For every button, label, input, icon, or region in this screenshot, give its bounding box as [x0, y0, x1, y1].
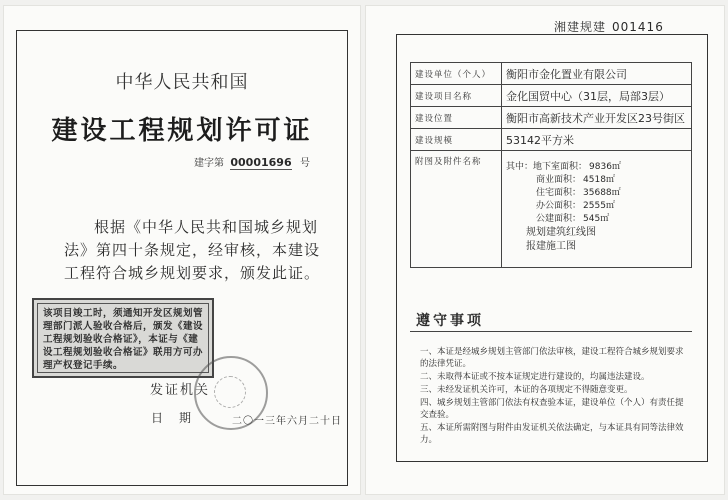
rules-title: 遵守事项: [416, 313, 484, 329]
table-row: [411, 85, 692, 107]
row-value: 衡阳市金化置业有限公司: [502, 63, 692, 85]
list-item: 四、城乡规划主管部门依法有权查验本证，建设单位（个人）有责任提交查验。: [420, 398, 684, 420]
row-value: 衡阳市高新技术产业开发区23号街区: [502, 107, 692, 129]
area-value: 2555㎡: [583, 201, 615, 211]
list-item: [506, 187, 687, 200]
list-item: 一、本证是经城乡规划主管部门依法审核，建设工程符合城乡规划要求的法律凭证。: [420, 347, 684, 369]
number-suffix: 号: [300, 158, 310, 169]
right-page: [366, 6, 724, 494]
list-item: [506, 174, 687, 187]
attachments-cell: [502, 151, 692, 268]
date-label: 日期: [151, 411, 208, 425]
area-label: 办公面积：: [536, 201, 582, 211]
list-item: 二、未取得本证或不按本证规定进行建设的，均属违法建设。: [420, 372, 650, 382]
table-row: [411, 129, 692, 151]
area-label: 公建面积：: [536, 214, 582, 224]
country-name: 中华人民共和国: [115, 72, 249, 93]
list-item: [506, 200, 687, 213]
permit-statement: 根据《中华人民共和国城乡规划法》第四十条规定，经审核，本建设工程符合城乡规划要求，颁发此证。: [64, 218, 321, 282]
serial-label: 湘建规建: [554, 20, 607, 34]
row-label: 建设规模: [411, 129, 502, 151]
attachments-row: [411, 151, 692, 268]
attachments-label: 附图及附件名称: [411, 151, 502, 268]
area-value: 4518㎡: [583, 175, 615, 185]
list-item: 规划建筑红线图: [526, 227, 596, 238]
number-prefix: 建字第: [194, 158, 224, 169]
row-label: 建设位置: [411, 107, 502, 129]
project-info-table: [410, 62, 692, 268]
area-label: 其中：地下室面积：: [506, 162, 588, 172]
list-item: 三、未经发证机关许可，本证的各项规定不得随意变更。: [420, 385, 633, 395]
permit-number-line: [194, 154, 310, 170]
list-item: 报建施工图: [526, 241, 576, 252]
rules-list: [420, 346, 690, 447]
notice-stamp-text: 该项目竣工时，须通知开发区规划管理部门派人验收合格后，颁发《建设工程规划验收合格证》，本证与《建设工程规划验收合格证》联用方可办理产权登记手续。: [37, 303, 209, 373]
table-row: [411, 107, 692, 129]
rules-divider: [410, 331, 692, 332]
permit-number: 00001696: [230, 156, 292, 169]
area-value: 545㎡: [583, 214, 610, 224]
permit-title: 建设工程规划许可证: [51, 116, 313, 146]
area-value: 9836㎡: [589, 162, 621, 172]
area-label: 住宅面积：: [536, 188, 582, 198]
row-value: 53142平方米: [502, 129, 692, 151]
left-page: [4, 6, 360, 494]
row-label: 建设单位（个人）: [411, 63, 502, 85]
serial-number: 001416: [612, 20, 664, 34]
serial-line: [548, 18, 664, 35]
row-value: 金化国贸中心（31层，局部3层）: [502, 85, 692, 107]
issuing-authority-label: 发证机关: [150, 383, 211, 398]
table-row: [411, 63, 692, 85]
attachments-list: [506, 161, 687, 254]
list-item: [506, 161, 687, 174]
notice-stamp: [32, 298, 214, 378]
list-item: 五、本证所需附图与附件由发证机关依法确定，与本证具有同等法律效力。: [420, 423, 684, 445]
row-label: 建设项目名称: [411, 85, 502, 107]
area-value: 35688㎡: [583, 188, 621, 198]
list-item: [506, 213, 687, 226]
area-label: 商业面积：: [536, 175, 582, 185]
issue-date: 二〇一三年六月二十日: [232, 416, 342, 427]
